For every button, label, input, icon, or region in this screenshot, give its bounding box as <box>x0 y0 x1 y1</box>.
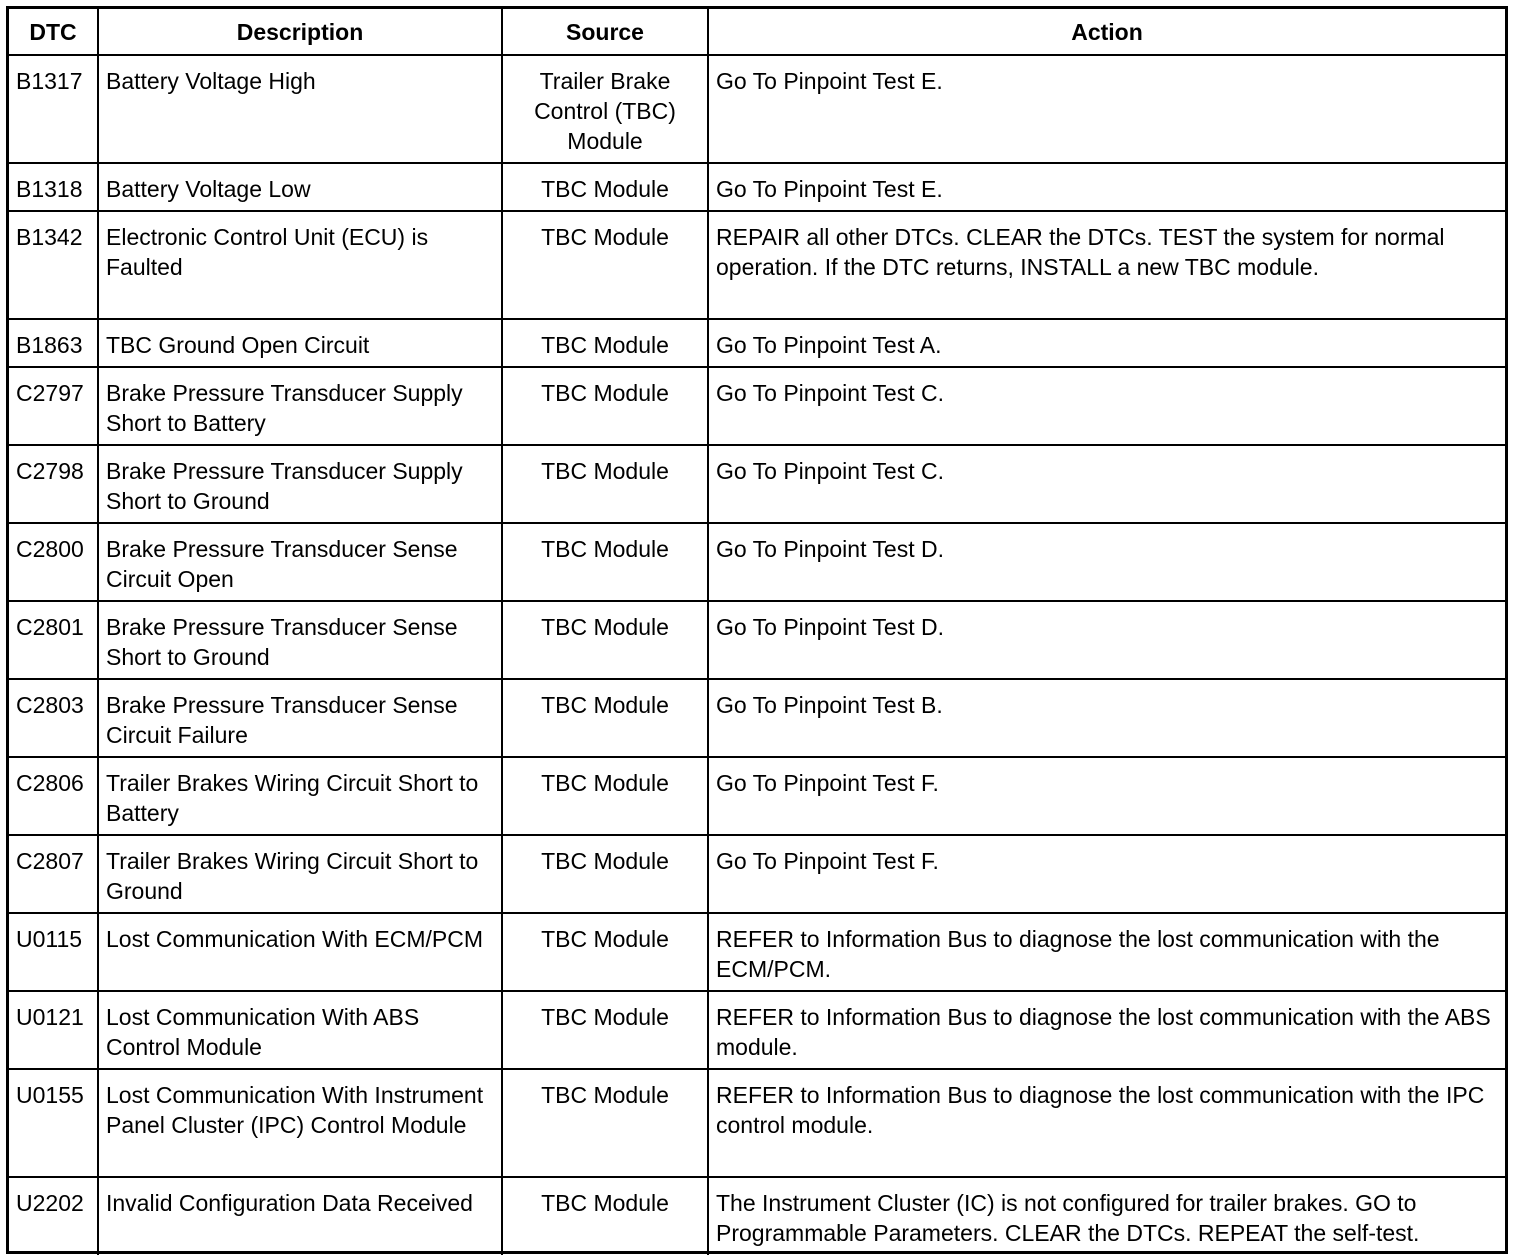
cell-action: REFER to Information Bus to diagnose the lost communication with the ABS module. <box>708 991 1505 1069</box>
cell-description: Lost Communication With ABS Control Module <box>98 991 502 1069</box>
cell-dtc: C2806 <box>9 757 98 835</box>
table-row <box>9 601 1505 679</box>
cell-action: REPAIR all other DTCs. CLEAR the DTCs. TEST the system for normal operation. If the DTC returns, INSTALL a new TBC module. <box>708 211 1505 319</box>
header-action: Action <box>708 9 1505 55</box>
cell-action: Go To Pinpoint Test A. <box>708 319 1505 367</box>
cell-dtc: U2202 <box>9 1177 98 1255</box>
dtc-table <box>9 9 1505 1255</box>
cell-description: Brake Pressure Transducer Supply Short to Ground <box>98 445 502 523</box>
cell-source: TBC Module <box>502 445 708 523</box>
table-row <box>9 319 1505 367</box>
cell-dtc: C2801 <box>9 601 98 679</box>
cell-source: TBC Module <box>502 1069 708 1177</box>
cell-source: TBC Module <box>502 601 708 679</box>
cell-action: REFER to Information Bus to diagnose the lost communication with the ECM/PCM. <box>708 913 1505 991</box>
table-row <box>9 211 1505 319</box>
cell-dtc: B1863 <box>9 319 98 367</box>
cell-dtc: C2797 <box>9 367 98 445</box>
cell-description: Lost Communication With ECM/PCM <box>98 913 502 991</box>
cell-dtc: U0155 <box>9 1069 98 1177</box>
cell-source: TBC Module <box>502 163 708 211</box>
cell-dtc: C2800 <box>9 523 98 601</box>
header-description: Description <box>98 9 502 55</box>
cell-dtc: C2807 <box>9 835 98 913</box>
cell-source: TBC Module <box>502 679 708 757</box>
cell-action: REFER to Information Bus to diagnose the lost communication with the IPC control module. <box>708 1069 1505 1177</box>
table-row <box>9 367 1505 445</box>
cell-description: TBC Ground Open Circuit <box>98 319 502 367</box>
cell-description: Brake Pressure Transducer Sense Circuit Failure <box>98 679 502 757</box>
table-row <box>9 55 1505 163</box>
cell-action: Go To Pinpoint Test C. <box>708 445 1505 523</box>
cell-source: Trailer Brake Control (TBC) Module <box>502 55 708 163</box>
header-dtc: DTC <box>9 9 98 55</box>
cell-action: Go To Pinpoint Test F. <box>708 835 1505 913</box>
table-row <box>9 835 1505 913</box>
cell-action: Go To Pinpoint Test D. <box>708 601 1505 679</box>
cell-source: TBC Module <box>502 991 708 1069</box>
table-header-row <box>9 9 1505 55</box>
cell-description: Brake Pressure Transducer Sense Short to Ground <box>98 601 502 679</box>
cell-dtc: B1317 <box>9 55 98 163</box>
table-row <box>9 445 1505 523</box>
cell-action: Go To Pinpoint Test C. <box>708 367 1505 445</box>
cell-source: TBC Module <box>502 1177 708 1255</box>
dtc-table-container <box>6 6 1508 1254</box>
table-row <box>9 523 1505 601</box>
cell-description: Electronic Control Unit (ECU) is Faulted <box>98 211 502 319</box>
cell-source: TBC Module <box>502 367 708 445</box>
cell-action: Go To Pinpoint Test B. <box>708 679 1505 757</box>
table-row <box>9 1069 1505 1177</box>
cell-description: Brake Pressure Transducer Sense Circuit Open <box>98 523 502 601</box>
cell-dtc: U0121 <box>9 991 98 1069</box>
cell-dtc: U0115 <box>9 913 98 991</box>
cell-description: Invalid Configuration Data Received <box>98 1177 502 1255</box>
cell-description: Battery Voltage Low <box>98 163 502 211</box>
cell-description: Trailer Brakes Wiring Circuit Short to Ground <box>98 835 502 913</box>
cell-source: TBC Module <box>502 523 708 601</box>
cell-source: TBC Module <box>502 211 708 319</box>
table-row <box>9 991 1505 1069</box>
cell-description: Battery Voltage High <box>98 55 502 163</box>
cell-dtc: B1318 <box>9 163 98 211</box>
cell-dtc: B1342 <box>9 211 98 319</box>
cell-source: TBC Module <box>502 835 708 913</box>
table-row <box>9 679 1505 757</box>
table-row <box>9 757 1505 835</box>
table-row <box>9 913 1505 991</box>
cell-description: Brake Pressure Transducer Supply Short to Battery <box>98 367 502 445</box>
cell-source: TBC Module <box>502 913 708 991</box>
cell-source: TBC Module <box>502 757 708 835</box>
cell-action: The Instrument Cluster (IC) is not configured for trailer brakes. GO to Programmable Parameters. CLEAR the DTCs. REPEAT the self-test. <box>708 1177 1505 1255</box>
cell-dtc: C2803 <box>9 679 98 757</box>
cell-description: Trailer Brakes Wiring Circuit Short to Battery <box>98 757 502 835</box>
table-row <box>9 163 1505 211</box>
cell-action: Go To Pinpoint Test F. <box>708 757 1505 835</box>
cell-dtc: C2798 <box>9 445 98 523</box>
table-row <box>9 1177 1505 1255</box>
cell-action: Go To Pinpoint Test D. <box>708 523 1505 601</box>
header-source: Source <box>502 9 708 55</box>
cell-action: Go To Pinpoint Test E. <box>708 163 1505 211</box>
cell-source: TBC Module <box>502 319 708 367</box>
cell-action: Go To Pinpoint Test E. <box>708 55 1505 163</box>
cell-description: Lost Communication With Instrument Panel Cluster (IPC) Control Module <box>98 1069 502 1177</box>
